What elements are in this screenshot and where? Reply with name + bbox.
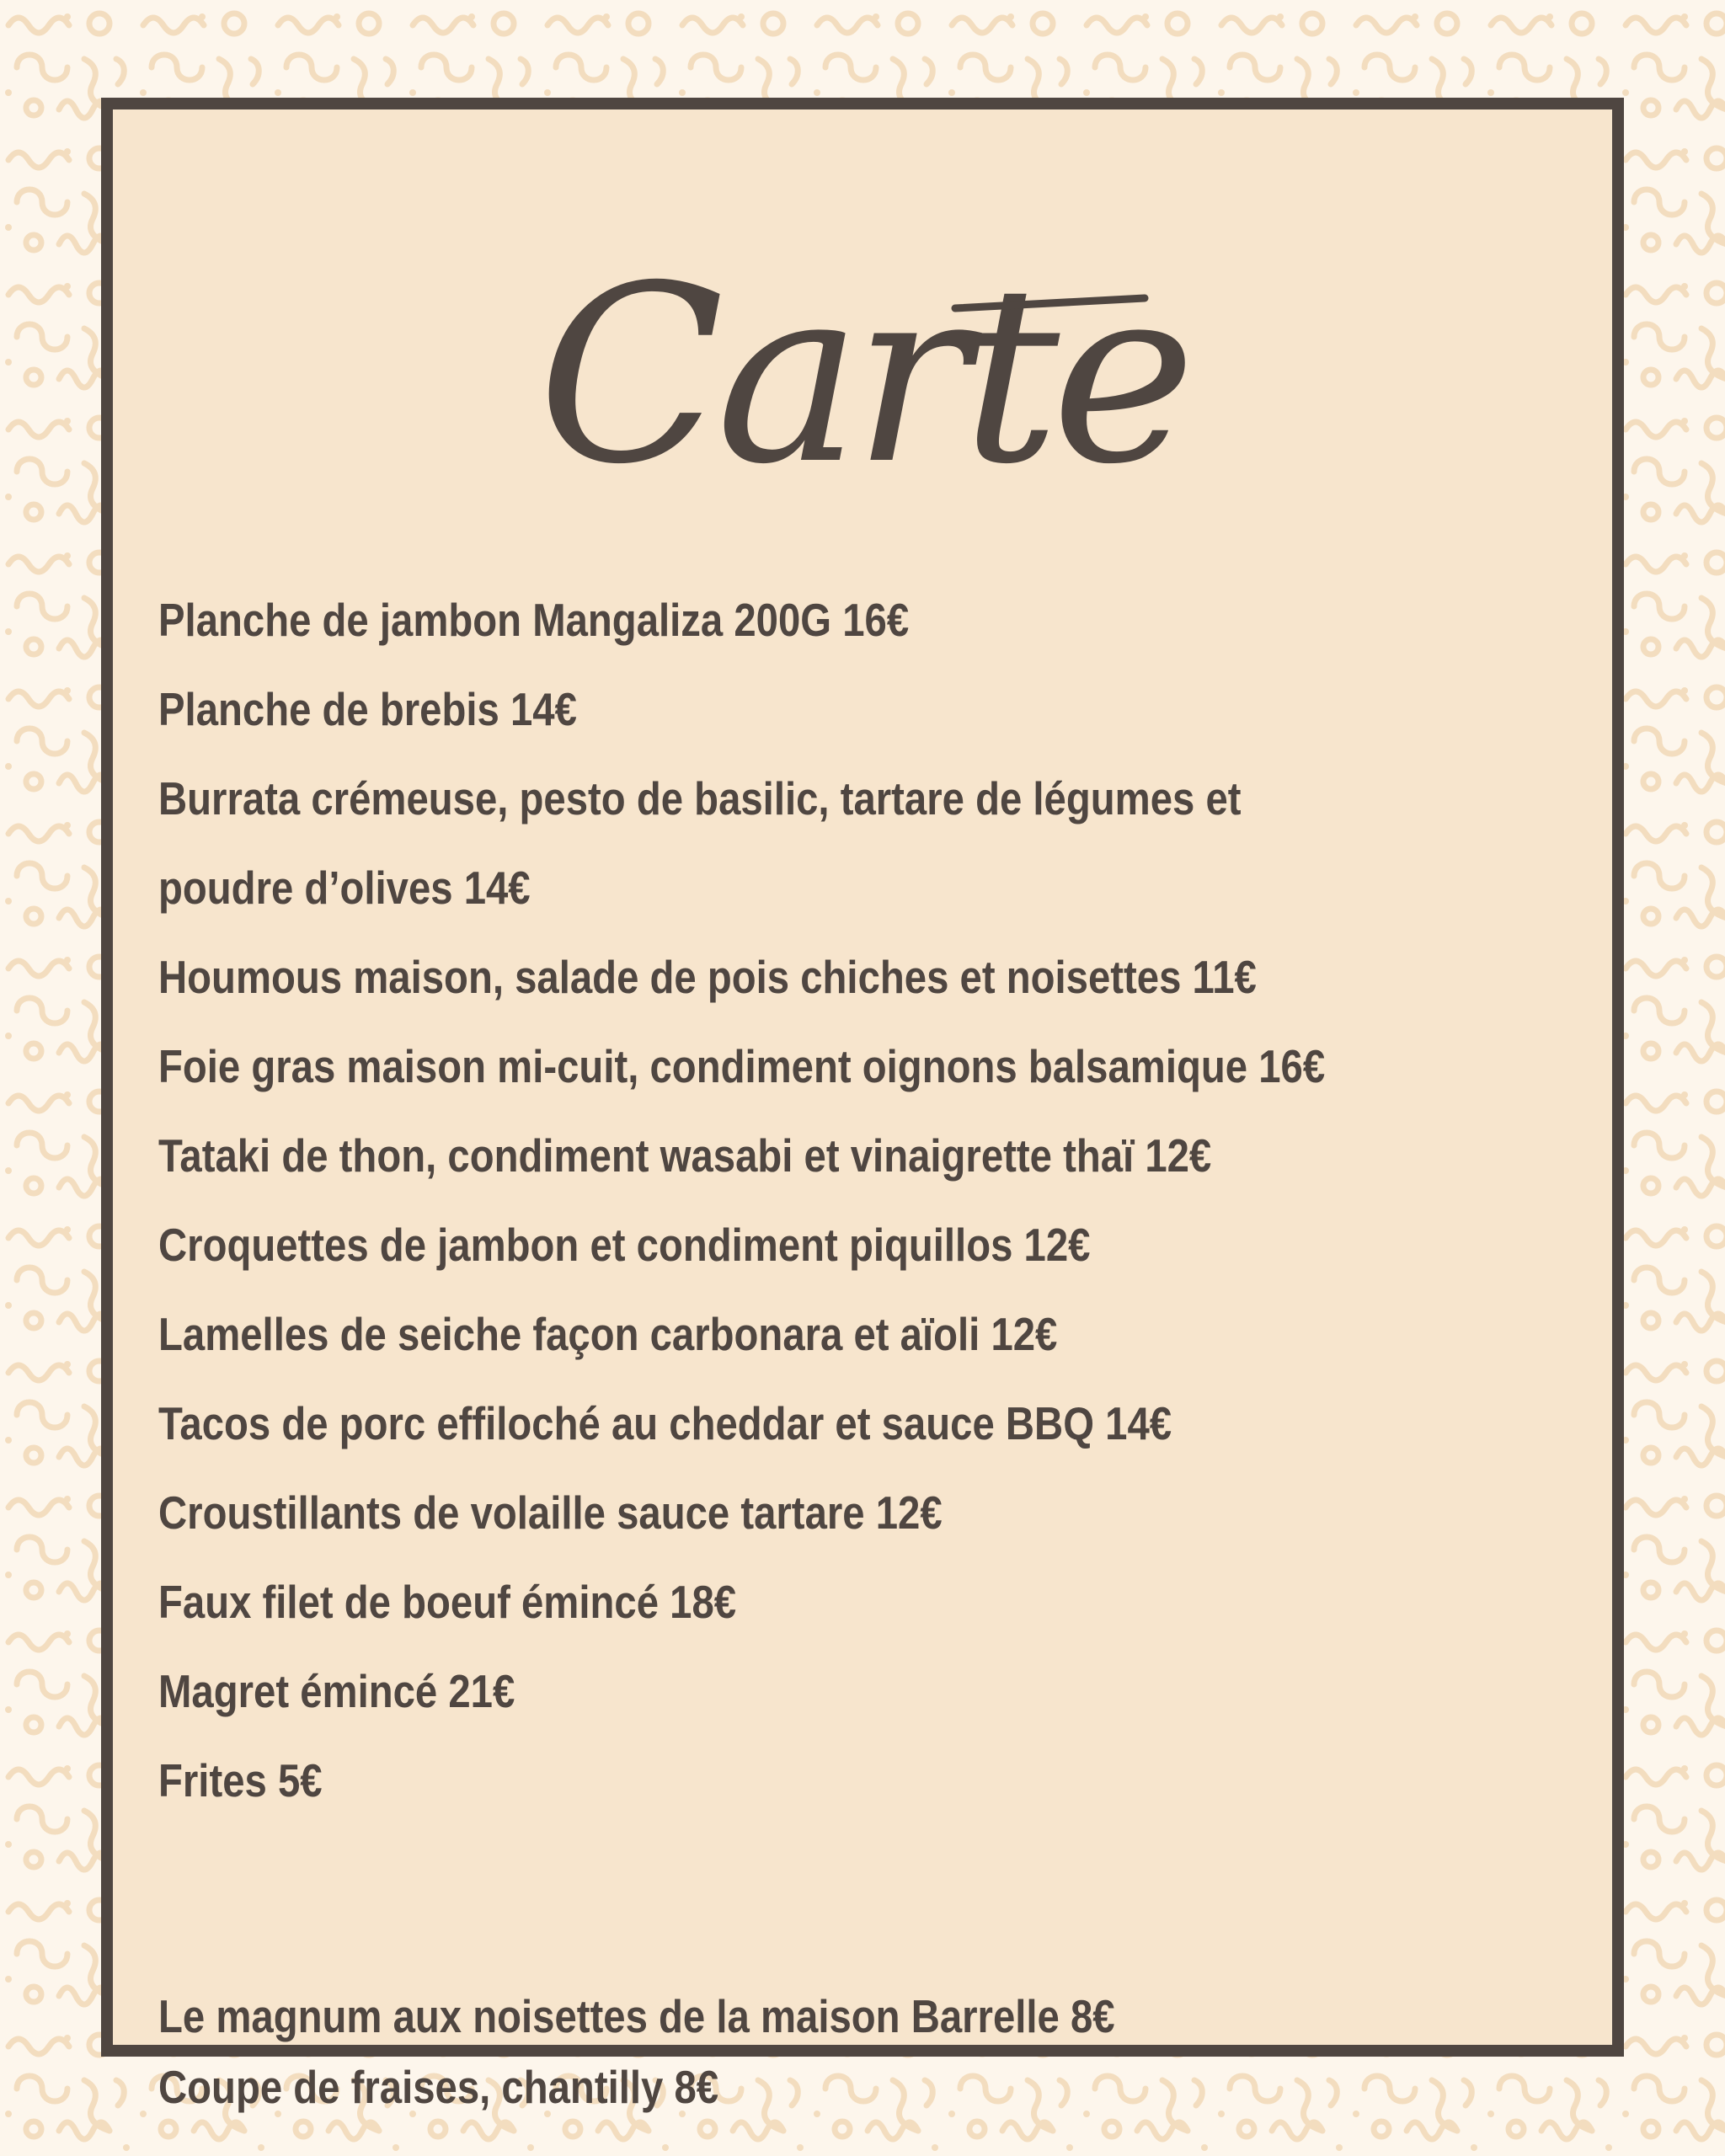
menu-item-list <box>158 575 1404 1825</box>
menu-item: Frites 5€ <box>158 1754 323 1806</box>
dessert-list <box>158 1981 1404 2122</box>
menu-item: Burrata crémeuse, pesto de basilic, tartare de légumes et <box>158 772 1242 825</box>
menu-item: Houmous maison, salade de pois chiches et noisettes 11€ <box>158 951 1257 1003</box>
dessert-item: Coupe de fraises, chantilly 8€ <box>158 2061 719 2113</box>
menu-item: Croustillants de volaille sauce tartare 12€ <box>158 1486 943 1539</box>
menu-item: Croquettes de jambon et condiment piquillos 12€ <box>158 1219 1091 1271</box>
menu-item: Planche de jambon Mangaliza 200G 16€ <box>158 594 910 646</box>
menu-item: Magret émincé 21€ <box>158 1665 515 1717</box>
menu-title-text: Carte <box>537 234 1188 518</box>
menu-item: Planche de brebis 14€ <box>158 683 577 735</box>
menu-item: Foie gras maison mi-cuit, condiment oignons balsamique 16€ <box>158 1040 1326 1092</box>
menu-card <box>101 98 1624 2113</box>
menu-item: poudre d’olives 14€ <box>158 862 531 914</box>
menu-item: Tataki de thon, condiment wasabi et vinaigrette thaï 12€ <box>158 1129 1212 1182</box>
menu-item: Lamelles de seiche façon carbonara et aïoli 12€ <box>158 1308 1058 1360</box>
menu-item: Faux filet de boeuf émincé 18€ <box>158 1576 737 1628</box>
menu-title <box>113 157 1612 561</box>
menu-item: Tacos de porc effiloché au cheddar et sauce BBQ 14€ <box>158 1397 1172 1449</box>
dessert-item: Le magnum aux noisettes de la maison Barrelle 8€ <box>158 1990 1115 2042</box>
